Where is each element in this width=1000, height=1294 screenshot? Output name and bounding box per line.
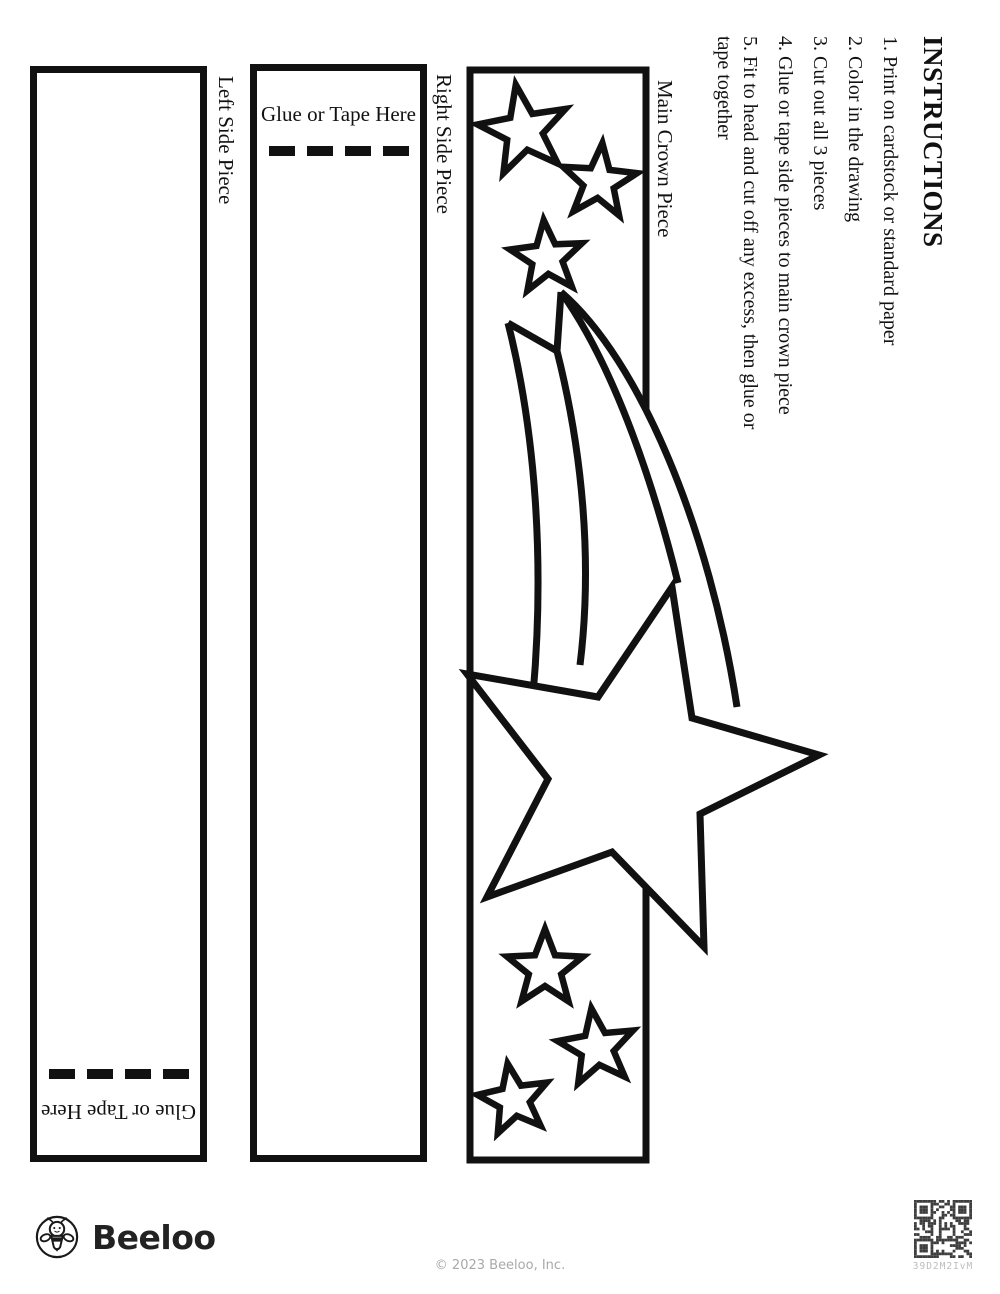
instruction-step-2: 2. Color in the drawing (844, 36, 866, 223)
instruction-step-5: 5. Fit to head and cut off any excess, then glue or tape together (713, 36, 761, 430)
brand-wordmark: Beeloo (92, 1217, 216, 1257)
glue-fold-dashed-line (269, 146, 409, 156)
glue-or-tape-here-label-rotated: Glue or Tape Here (41, 1100, 196, 1124)
copyright-text: © 2023 Beeloo, Inc. (434, 1258, 566, 1273)
main-crown-piece-drawing (455, 55, 845, 1175)
instruction-step-4: 4. Glue or tape side pieces to main crown piece (774, 36, 796, 415)
left-side-piece-label: Left Side Piece (214, 76, 238, 205)
brand-lockup (34, 1214, 216, 1260)
beeloo-bee-icon (34, 1214, 80, 1260)
qr-code-text: 39D2M2IvM (912, 1261, 974, 1272)
instructions-title: INSTRUCTIONS (918, 36, 948, 248)
qr-block (903, 1200, 983, 1272)
instruction-step-3: 3. Cut out all 3 pieces (809, 36, 831, 211)
right-side-piece-label: Right Side Piece (432, 74, 456, 214)
left-side-piece-outline (30, 66, 207, 1162)
glue-fold-dashed-line (49, 1069, 189, 1079)
glue-or-tape-here-label: Glue or Tape Here (261, 102, 416, 126)
qr-code (914, 1200, 972, 1258)
right-side-piece-outline (250, 64, 427, 1162)
main-crown-piece-label: Main Crown Piece (653, 80, 677, 238)
instruction-step-1: 1. Print on cardstock or standard paper (879, 36, 901, 346)
